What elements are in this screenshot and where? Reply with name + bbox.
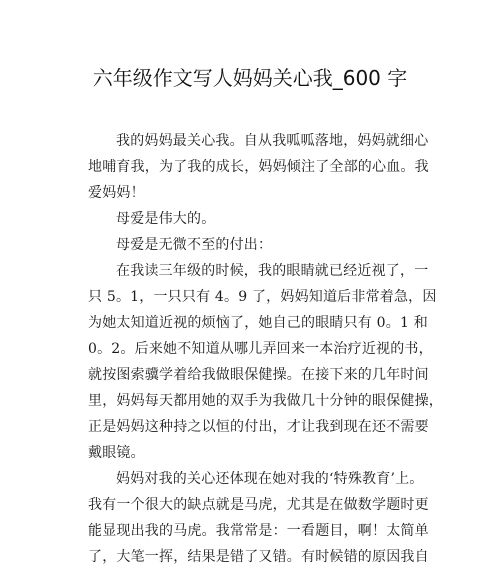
- paragraph-line: 我的妈妈最关心我。自从我呱呱落地，妈妈就细心: [116, 133, 429, 149]
- paragraph-line: 母爱是伟大的。: [116, 211, 216, 227]
- paragraph-line: 爱妈妈！: [88, 185, 145, 201]
- paragraph-line: 为她太知道近视的烦恼了，她自己的眼睛只有 0。1 和: [88, 315, 428, 331]
- paragraph-line: 了，大笔一挥，结果是错了又错。有时候错的原因我自: [88, 549, 429, 565]
- article-body: [88, 128, 443, 570]
- paragraph-line: 0。2。后来她不知道从哪儿弄回来一本治疗近视的书，: [88, 341, 433, 357]
- paragraph-line: 能显现出我的马虎。我常常是：一看题目，啊！太简单: [88, 523, 429, 539]
- document-title: 六年级作文写人妈妈关心我_600 字: [92, 66, 408, 90]
- paragraph-line: 地哺育我，为了我的成长，妈妈倾注了全部的心血。我: [88, 159, 429, 175]
- paragraph-line: 我有一个很大的缺点就是马虎，尤其是在做数学题时更: [88, 497, 429, 513]
- paragraph-line: 母爱是无微不至的付出：: [116, 237, 273, 253]
- paragraph-line: 只 5。1，一只只有 4。9 了，妈妈知道后非常着急，因: [88, 289, 437, 305]
- paragraph-line: 妈妈对我的关心还体现在她对我的‘特殊教育’上。: [116, 471, 424, 487]
- paragraph-line: 里，妈妈每天都用她的双手为我做几十分钟的眼保健操，: [88, 393, 443, 409]
- paragraph-line: 正是妈妈这种持之以恒的付出，才让我到现在还不需要: [88, 419, 429, 435]
- paragraph-line: 就按图索骥学着给我做眼保健操。在接下来的几年时间: [88, 367, 429, 383]
- paragraph-line: 在我读三年级的时候，我的眼睛就已经近视了，一: [116, 263, 429, 279]
- paragraph-line: 戴眼镜。: [88, 445, 145, 461]
